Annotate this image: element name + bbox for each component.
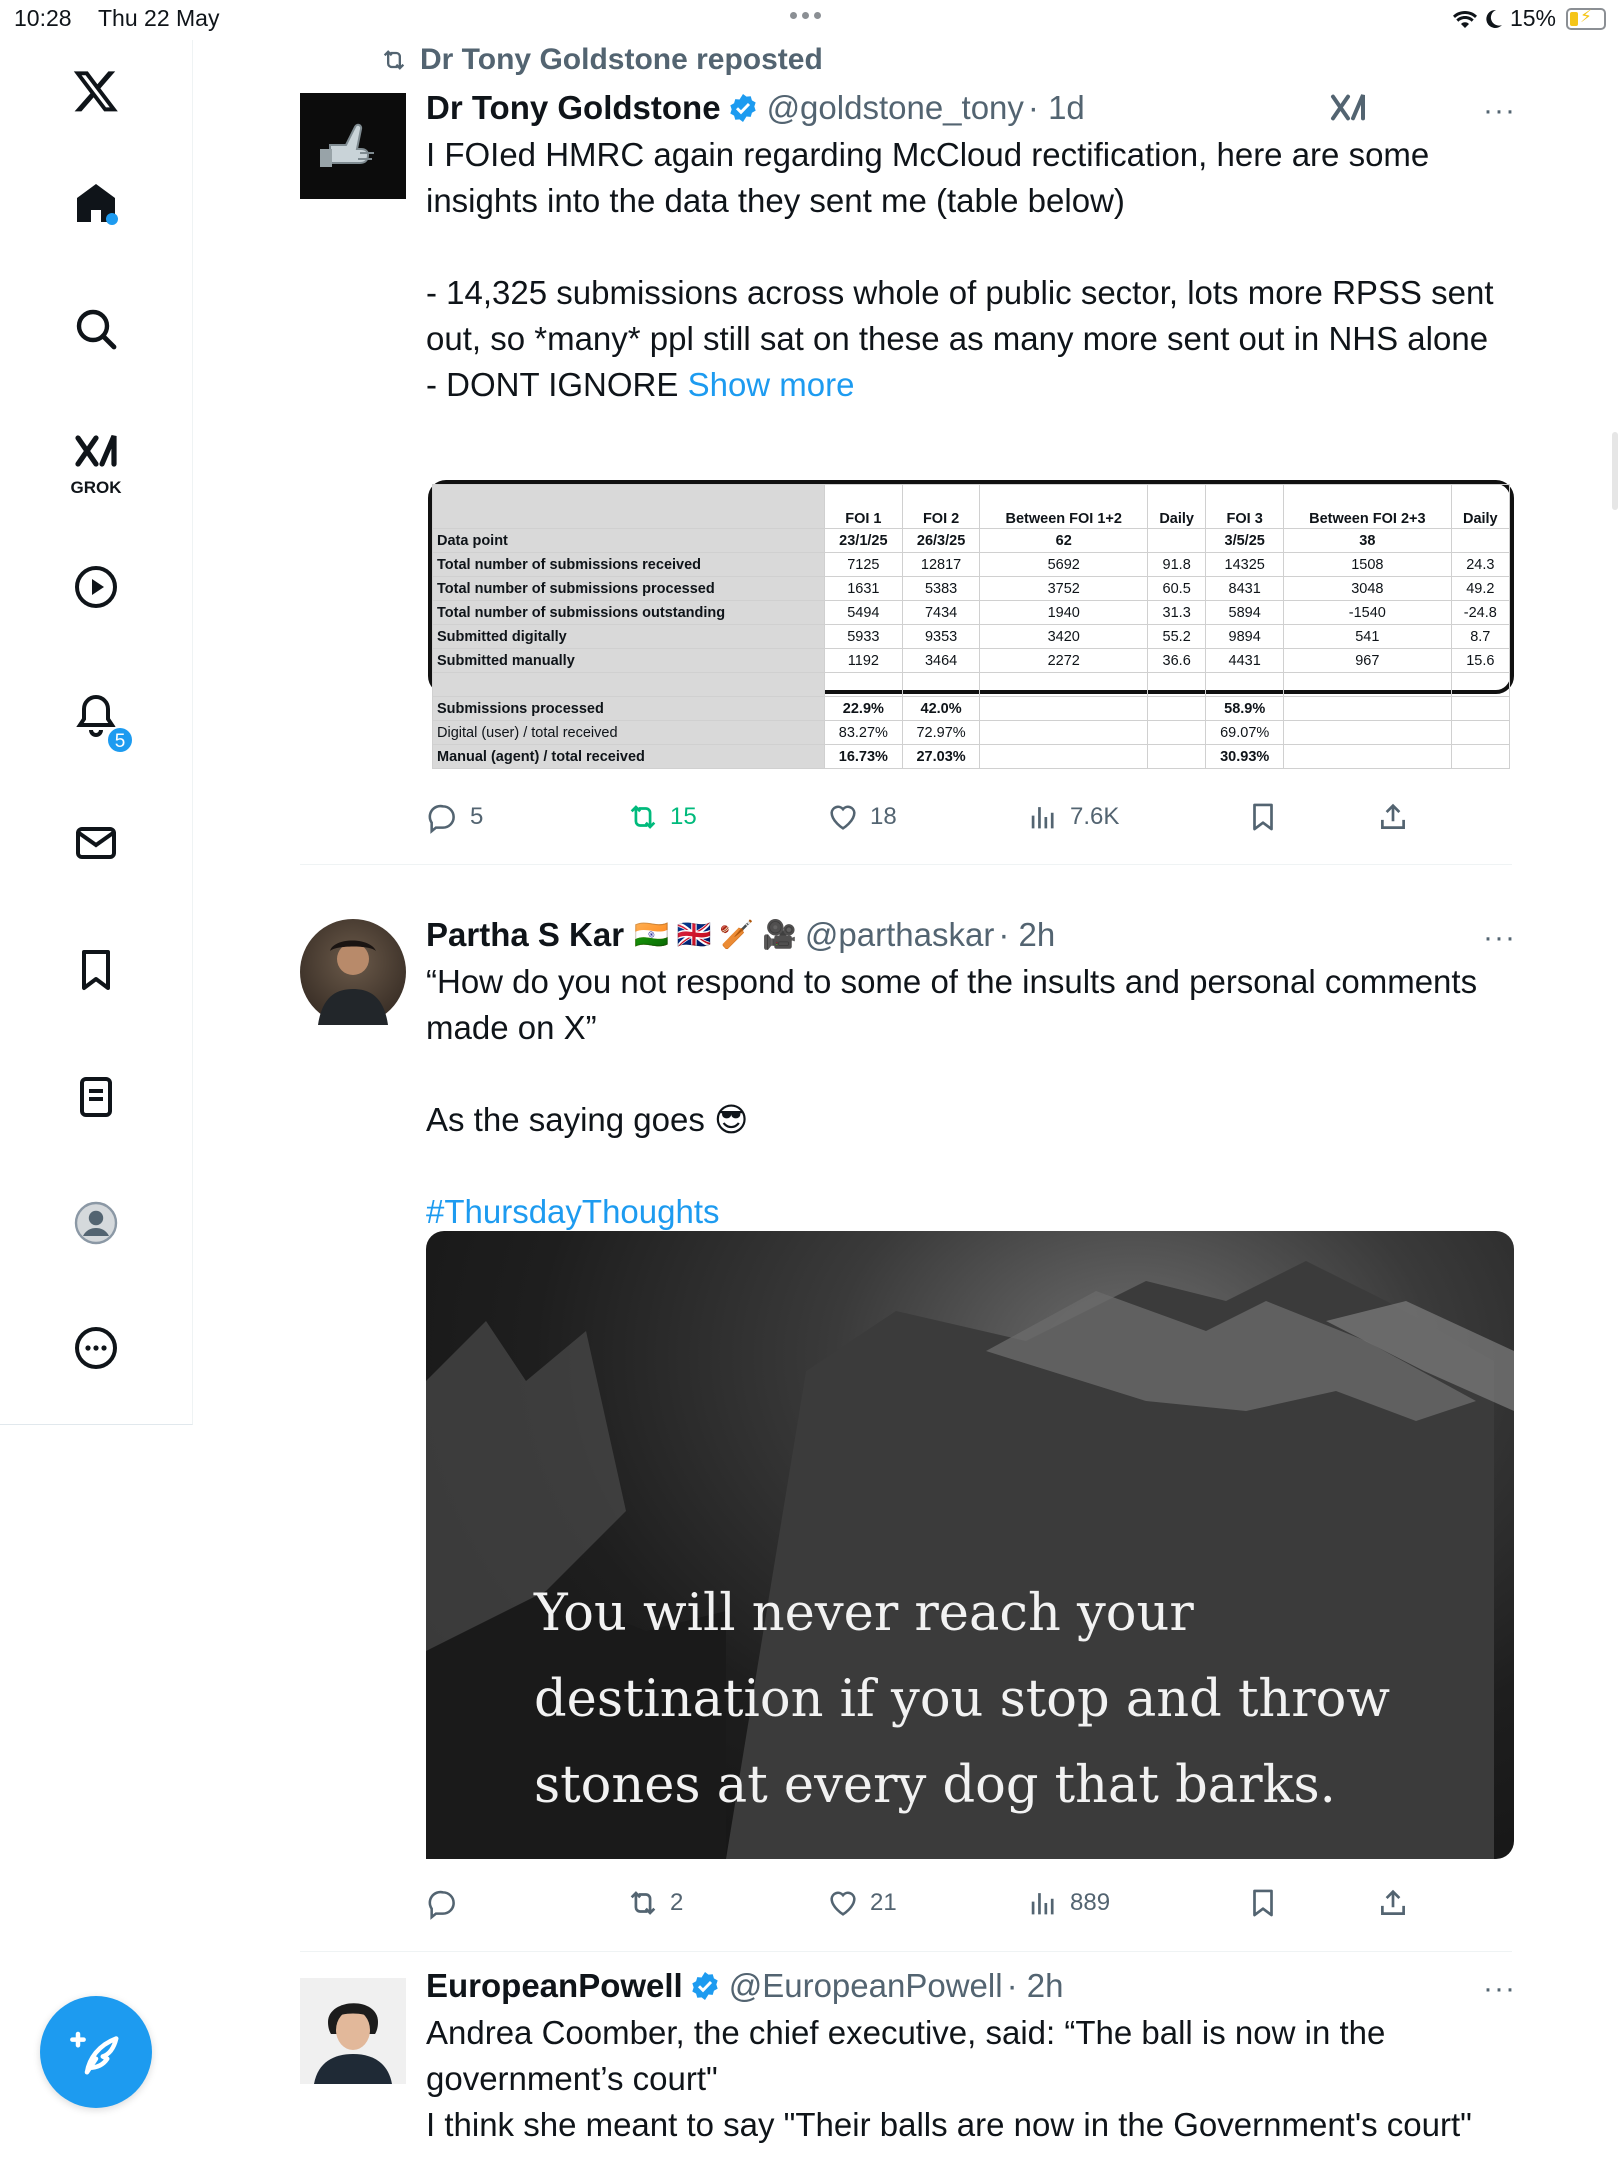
view-count: 7.6K (1070, 803, 1120, 830)
table-cell: 1940 (980, 601, 1148, 625)
person-avatar-icon (300, 919, 406, 1025)
battery-percent: 15% (1509, 5, 1556, 31)
share-icon (1376, 1886, 1410, 1920)
table-cell: 1508 (1284, 553, 1452, 577)
table-cell (1451, 721, 1509, 745)
table-cell: 58.9% (1206, 697, 1284, 721)
views-button[interactable] (1026, 1886, 1110, 1920)
table-cell: 8431 (1206, 577, 1284, 601)
x-logo-icon[interactable] (66, 61, 126, 121)
robot-hand-avatar-icon (300, 93, 406, 199)
table-cell: -1540 (1284, 601, 1452, 625)
grok-icon[interactable] (66, 424, 126, 484)
grok-label: GROK (70, 478, 122, 497)
table-header-cell: FOI 3 (1206, 485, 1284, 529)
post-text: Andrea Coomber, the chief executive, said: “The ball is now in the government’s court" I think she meant to say "Their balls are now in the Government's court" (426, 2014, 1472, 2143)
table-header-cell: Between FOI 1+2 (980, 485, 1148, 529)
table-cell: 9353 (902, 625, 980, 649)
bookmark-button[interactable] (1246, 800, 1280, 834)
post-image-quote[interactable] (426, 1231, 1514, 1859)
table-row (433, 649, 1510, 673)
table-cell: 24.3 (1451, 553, 1509, 577)
table-cell: 72.97% (902, 721, 980, 745)
views-bar-chart-icon (1026, 1886, 1060, 1920)
post-time[interactable]: · 2h (1006, 1967, 1064, 2004)
avatar[interactable] (300, 919, 406, 1025)
more-options-icon[interactable] (66, 1318, 126, 1378)
table-cell: 38 (1284, 529, 1452, 553)
table-cell: 12817 (902, 553, 980, 577)
table-cell: 22.9% (825, 697, 903, 721)
table-cell: 16.73% (825, 745, 903, 769)
table-cell: 7434 (902, 601, 980, 625)
table-cell: 5494 (825, 601, 903, 625)
table-cell: Submitted digitally (433, 625, 825, 649)
table-cell: 3048 (1284, 577, 1452, 601)
home-icon[interactable] (66, 173, 126, 233)
author-name[interactable]: Partha S Kar (426, 916, 625, 953)
table-cell (1148, 673, 1206, 697)
table-cell: 5383 (902, 577, 980, 601)
table-cell: 31.3 (1148, 601, 1206, 625)
table-cell (1148, 697, 1206, 721)
table-cell (825, 673, 903, 697)
table-cell (980, 745, 1148, 769)
like-count: 18 (870, 803, 897, 830)
table-cell: 2272 (980, 649, 1148, 673)
table-header-row (433, 485, 1510, 529)
post-text: “How do you not respond to some of the insults and personal comments made on X” As the saying goes 😎 (426, 963, 1478, 1138)
table-row (433, 529, 1510, 553)
like-button[interactable] (826, 800, 897, 834)
table-cell: 3752 (980, 577, 1148, 601)
verified-badge-icon (727, 92, 759, 124)
foi-data-table (432, 484, 1510, 769)
multitasking-dots-icon[interactable] (790, 12, 821, 19)
table-cell: 4431 (1206, 649, 1284, 673)
table-cell: 91.8 (1148, 553, 1206, 577)
table-header-cell: FOI 1 (825, 485, 903, 529)
table-cell: 62 (980, 529, 1148, 553)
grok-explain-icon[interactable] (1328, 90, 1368, 130)
author-name[interactable]: EuropeanPowell (426, 1967, 683, 2004)
repost-indicator (378, 43, 823, 77)
heart-icon (826, 1886, 860, 1920)
post-body (426, 1966, 1516, 2148)
reply-button[interactable] (426, 800, 483, 834)
battery-icon: ⚡ (1566, 8, 1606, 30)
repost-count: 15 (670, 803, 697, 830)
table-cell: 7125 (825, 553, 903, 577)
post-more-icon[interactable]: ··· (1483, 921, 1516, 954)
table-cell: Submissions processed (433, 697, 825, 721)
table-cell: -24.8 (1451, 601, 1509, 625)
table-cell (902, 673, 980, 697)
table-header-cell (433, 485, 825, 529)
table-row (433, 721, 1510, 745)
table-cell (1284, 697, 1452, 721)
view-count: 889 (1070, 1889, 1111, 1916)
hashtag-link[interactable]: #ThursdayThoughts (426, 1193, 720, 1230)
notifications-badge: 5 (106, 726, 134, 754)
compose-post-button[interactable] (40, 1996, 152, 2108)
table-cell (1451, 673, 1509, 697)
search-icon[interactable] (66, 299, 126, 359)
table-cell: 60.5 (1148, 577, 1206, 601)
messages-envelope-icon[interactable] (66, 813, 126, 873)
post-more-icon[interactable]: ··· (1483, 1972, 1516, 2005)
reply-icon (426, 800, 460, 834)
author-handle[interactable]: @parthaskar (804, 916, 995, 953)
post-image-table[interactable] (428, 480, 1514, 765)
reply-count: 5 (470, 803, 484, 830)
table-cell: Digital (user) / total received (433, 721, 825, 745)
verified-badge-icon (689, 1970, 721, 2002)
table-cell: Submitted manually (433, 649, 825, 673)
table-cell: 83.27% (825, 721, 903, 745)
avatar[interactable] (300, 1978, 406, 2084)
image-quote-text: You will never reach your destination if you stop and throw stones at every dog that barks. (534, 1584, 1391, 1815)
table-cell: Data point (433, 529, 825, 553)
table-cell: 55.2 (1148, 625, 1206, 649)
person-avatar-icon (300, 1978, 406, 2084)
table-header-cell: FOI 2 (902, 485, 980, 529)
like-count: 21 (870, 1889, 897, 1916)
post-actions (426, 800, 1416, 840)
table-row (433, 601, 1510, 625)
table-cell: 49.2 (1451, 577, 1509, 601)
post-body (426, 915, 1516, 1235)
table-cell (1451, 745, 1509, 769)
table-cell: 69.07% (1206, 721, 1284, 745)
post-time[interactable]: · 2h (998, 916, 1056, 953)
show-more-link[interactable]: Show more (687, 366, 855, 403)
table-header-cell: Between FOI 2+3 (1284, 485, 1452, 529)
table-cell: Manual (agent) / total received (433, 745, 825, 769)
bookmark-icon (1246, 1886, 1280, 1920)
lists-icon[interactable] (66, 1067, 126, 1127)
profile-avatar-icon[interactable] (66, 1193, 126, 1253)
table-row (433, 625, 1510, 649)
home-unread-dot (106, 213, 118, 225)
repost-label: Dr Tony Goldstone reposted (420, 43, 823, 76)
table-cell (1148, 745, 1206, 769)
table-row (433, 577, 1510, 601)
post-parthaskar[interactable] (194, 865, 1516, 1952)
repost-button[interactable] (626, 1886, 683, 1920)
views-bar-chart-icon (1026, 800, 1060, 834)
table-cell (1451, 697, 1509, 721)
table-cell: 5933 (825, 625, 903, 649)
views-button[interactable] (1026, 800, 1119, 834)
wifi-icon (1452, 8, 1478, 30)
post-text-body: I FOIed HMRC again regarding McCloud rectification, here are some insights into the data they sent me (table below) - 14,325 submissions across whole of public sector, lots more RPSS sent out, so *many* ppl still sat on these as many more sent out in NHS alone - DONT IGNORE (426, 136, 1494, 403)
table-cell: 3464 (902, 649, 980, 673)
table-cell: 14325 (1206, 553, 1284, 577)
avatar[interactable] (300, 93, 406, 199)
repost-button[interactable] (626, 800, 697, 834)
repost-icon (626, 800, 660, 834)
table-cell: 15.6 (1451, 649, 1509, 673)
reply-icon (426, 1886, 460, 1920)
post-header (426, 1966, 1516, 2006)
post-time[interactable]: · 1d (1027, 89, 1085, 126)
author-handle[interactable]: @goldstone_tony (766, 89, 1024, 126)
table-cell: 1192 (825, 649, 903, 673)
share-icon (1376, 800, 1410, 834)
table-cell: 5894 (1206, 601, 1284, 625)
post-header (426, 915, 1516, 955)
video-play-icon[interactable] (66, 557, 126, 617)
bookmark-button[interactable] (1246, 1886, 1280, 1920)
author-handle[interactable]: @EuropeanPowell (728, 1967, 1003, 2004)
compose-feather-icon (69, 2025, 123, 2079)
table-cell: 967 (1284, 649, 1452, 673)
status-time: 10:28 (14, 5, 72, 31)
table-cell: 8.7 (1451, 625, 1509, 649)
repost-count: 2 (670, 1889, 684, 1916)
author-name[interactable]: Dr Tony Goldstone (426, 89, 721, 126)
status-date: Thu 22 May (98, 5, 220, 31)
table-cell: Total number of submissions received (433, 553, 825, 577)
post-goldstone[interactable] (194, 40, 1516, 865)
table-cell: 541 (1284, 625, 1452, 649)
table-cell: 27.03% (902, 745, 980, 769)
table-cell: 3420 (980, 625, 1148, 649)
table-cell: Total number of submissions processed (433, 577, 825, 601)
table-row (433, 553, 1510, 577)
table-cell (980, 697, 1148, 721)
status-right (1452, 5, 1606, 32)
sidebar (0, 40, 193, 1425)
table-header-cell: Daily (1451, 485, 1509, 529)
table-cell (1284, 721, 1452, 745)
post-europeanpowell[interactable] (194, 1952, 1516, 2160)
table-cell (1284, 745, 1452, 769)
bookmark-icon (1246, 800, 1280, 834)
heart-icon (826, 800, 860, 834)
table-cell: Total number of submissions outstanding (433, 601, 825, 625)
table-cell: 3/5/25 (1206, 529, 1284, 553)
repost-small-icon (378, 46, 410, 74)
table-row (433, 697, 1510, 721)
table-row (433, 673, 1510, 697)
table-cell: 23/1/25 (825, 529, 903, 553)
table-cell: 36.6 (1148, 649, 1206, 673)
table-cell (1206, 673, 1284, 697)
status-bar (0, 0, 1620, 40)
table-cell (980, 673, 1148, 697)
post-text (426, 132, 1516, 408)
table-cell: 26/3/25 (902, 529, 980, 553)
like-button[interactable] (826, 1886, 897, 1920)
table-cell: 1631 (825, 577, 903, 601)
name-emojis: 🇮🇳 🇬🇧 🏏 🎥 (634, 919, 797, 950)
repost-icon (626, 1886, 660, 1920)
share-button[interactable] (1376, 1886, 1410, 1920)
moon-icon (1484, 8, 1504, 30)
table-cell: 9894 (1206, 625, 1284, 649)
table-cell (1148, 721, 1206, 745)
scrollbar[interactable] (1612, 432, 1618, 510)
table-cell (1148, 529, 1206, 553)
table-cell (1284, 673, 1452, 697)
share-button[interactable] (1376, 800, 1410, 834)
table-row (433, 745, 1510, 769)
table-cell (433, 673, 825, 697)
table-cell: 42.0% (902, 697, 980, 721)
table-header-cell: Daily (1148, 485, 1206, 529)
post-more-icon[interactable]: ··· (1483, 94, 1516, 127)
post-body (426, 88, 1516, 408)
table-cell (1451, 529, 1509, 553)
table-cell (980, 721, 1148, 745)
reply-button[interactable] (426, 1886, 470, 1920)
post-actions (426, 1886, 1416, 1926)
table-cell: 5692 (980, 553, 1148, 577)
bookmarks-icon[interactable] (66, 940, 126, 1000)
table-cell: 30.93% (1206, 745, 1284, 769)
